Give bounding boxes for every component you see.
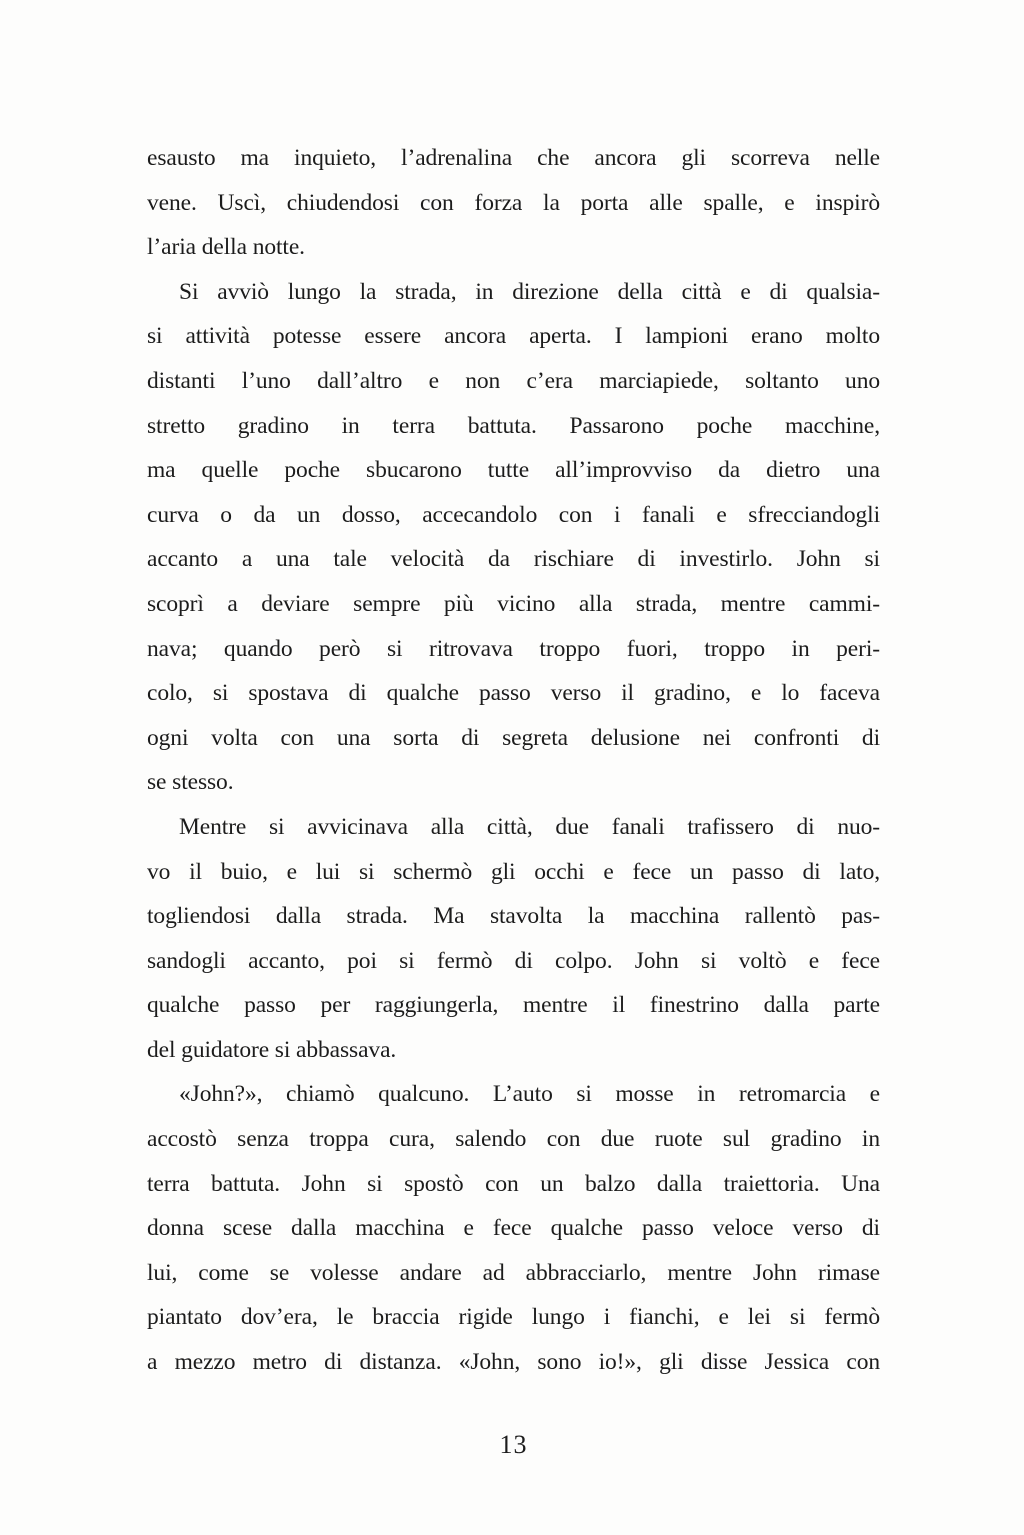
text-line: «John?», chiamò qualcuno. L’auto si mosse in retromarcia e [179,1081,880,1108]
text-line: lui, come se volesse andare ad abbracciarlo, mentre John rimase [147,1259,880,1286]
paragraph [147,136,880,270]
paragraph [147,805,880,1073]
text-line: scoprì a deviare sempre più vicino alla strada, mentre cammi- [147,590,880,617]
text-line: Mentre si avvicinava alla città, due fanali trafissero di nuo- [179,813,880,840]
text-line: colo, si spostava di qualche passo verso il gradino, e lo faceva [147,680,880,707]
text-line: vene. Uscì, chiudendosi con forza la porta alle spalle, e inspirò [147,189,880,216]
text-line: ogni volta con una sorta di segreta delusione nei confronti di [147,724,880,751]
paragraph [147,1072,880,1384]
page-number: 13 [499,1430,528,1459]
text-line: curva o da un dosso, accecandolo con i fanali e sfrecciandogli [147,501,880,528]
text-line: sandogli accanto, poi si fermò di colpo. John si voltò e fece [147,947,880,974]
text-line: togliendosi dalla strada. Ma stavolta la macchina rallentò pas- [147,903,880,930]
text-line: del guidatore si abbassava. [147,1036,397,1063]
text-line: si attività potesse essere ancora aperta. I lampioni erano molto [147,323,880,350]
text-line: l’aria della notte. [147,234,305,261]
text-line: distanti l’uno dall’altro e non c’era marciapiede, soltanto uno [147,367,880,394]
text-line: accostò senza troppa cura, salendo con due ruote sul gradino in [147,1126,880,1153]
text-line: donna scese dalla macchina e fece qualche passo veloce verso di [147,1215,880,1242]
text-line: Si avviò lungo la strada, in direzione della città e di qualsia- [179,278,880,305]
text-line: accanto a una tale velocità da rischiare di investirlo. John si [147,546,880,573]
text-line: ma quelle poche sbucarono tutte all’improvviso da dietro una [147,457,880,484]
text-line: qualche passo per raggiungerla, mentre il finestrino dalla parte [147,992,880,1019]
text-line: se stesso. [147,769,234,796]
text-line: esausto ma inquieto, l’adrenalina che ancora gli scorreva nelle [147,145,880,171]
text-line: terra battuta. John si spostò con un balzo dalla traiettoria. Una [147,1170,880,1197]
page-text [147,136,880,1385]
paragraph [147,270,880,805]
text-line: a mezzo metro di distanza. «John, sono io!», gli disse Jessica con [147,1349,880,1376]
text-line: nava; quando però si ritrovava troppo fuori, troppo in peri- [147,635,880,662]
text-line: stretto gradino in terra battuta. Passarono poche macchine, [147,412,880,439]
text-line: vo il buio, e lui si schermò gli occhi e fece un passo di lato, [147,858,880,885]
text-line: piantato dov’era, le braccia rigide lungo i fianchi, e lei si fermò [147,1304,880,1331]
